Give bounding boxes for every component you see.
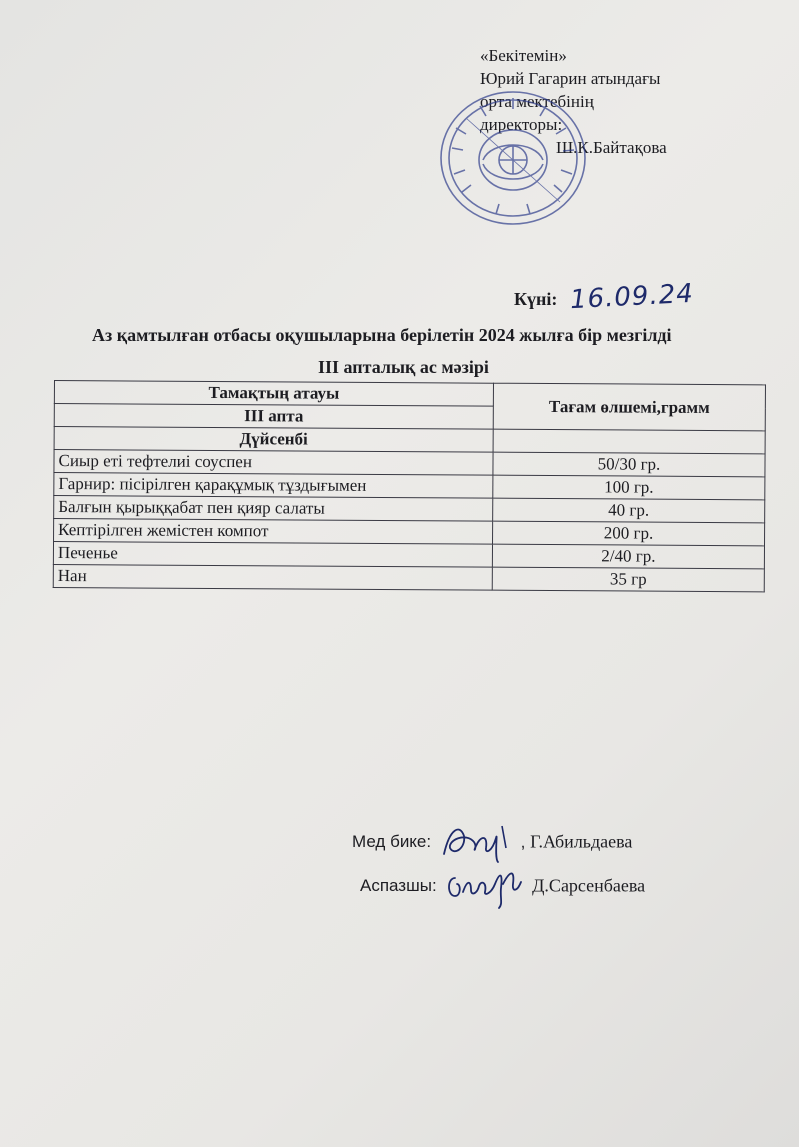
date-row	[514, 278, 695, 316]
header-portion-size: Тағам өлшемі,грамм	[493, 383, 765, 431]
dish-amount: 40 гр.	[493, 498, 765, 523]
director-name: Ш.К.Байтақова	[556, 138, 667, 157]
table-row	[53, 564, 764, 591]
dish-name: Кептірілген жемістен компот	[54, 519, 493, 545]
menu-table	[53, 380, 766, 592]
cook-signature-row	[360, 862, 645, 912]
official-seal-icon	[436, 88, 590, 228]
week-label: ІІІ апта	[54, 404, 493, 430]
dish-name: Гарнир: пісірілген қарақұмық тұздығымен	[54, 473, 493, 499]
document-title-line1: Аз қамтылған отбасы оқушыларына берілетін 2024 жылға бір мезгілді	[92, 325, 672, 345]
nurse-name: Г.Абильдаева	[530, 831, 633, 852]
dish-name: Сиыр еті тефтелиі соуспен	[54, 450, 493, 476]
dish-name: Печенье	[53, 542, 492, 568]
dish-amount: 50/30 гр.	[493, 452, 765, 477]
dish-amount: 35 гр	[492, 567, 764, 592]
dish-amount: 100 гр.	[493, 475, 765, 500]
dish-amount: 200 гр.	[493, 521, 765, 546]
cook-name: Д.Сарсенбаева	[532, 875, 646, 896]
date-label: Күні:	[514, 289, 558, 309]
nurse-separator: ,	[520, 832, 526, 852]
header-dish-name: Тамақтың атауы	[54, 381, 493, 407]
director-position: директоры:	[480, 115, 563, 134]
nurse-signature-icon	[436, 818, 516, 868]
cook-label: Аспазшы:	[360, 876, 437, 896]
nurse-label: Мед бике:	[352, 832, 432, 852]
cook-signature-icon	[441, 862, 527, 912]
document-title-line2: ІІІ апталық ас мәзірі	[318, 357, 489, 377]
date-value: 16.09.24	[569, 278, 695, 316]
approval-header: «Бекітемін»	[480, 46, 567, 65]
day-label: Дүйсенбі	[54, 427, 493, 453]
dish-name: Нан	[53, 564, 492, 590]
dish-name: Балғын қырыққабат пен қияр салаты	[54, 496, 493, 522]
day-amount-empty	[493, 429, 765, 454]
dish-amount: 2/40 гр.	[492, 544, 764, 569]
nurse-signature-row	[352, 818, 632, 868]
school-name-line2: орта мектебінің	[480, 92, 594, 111]
school-name-line1: Юрий Гагарин атындағы	[480, 69, 661, 88]
